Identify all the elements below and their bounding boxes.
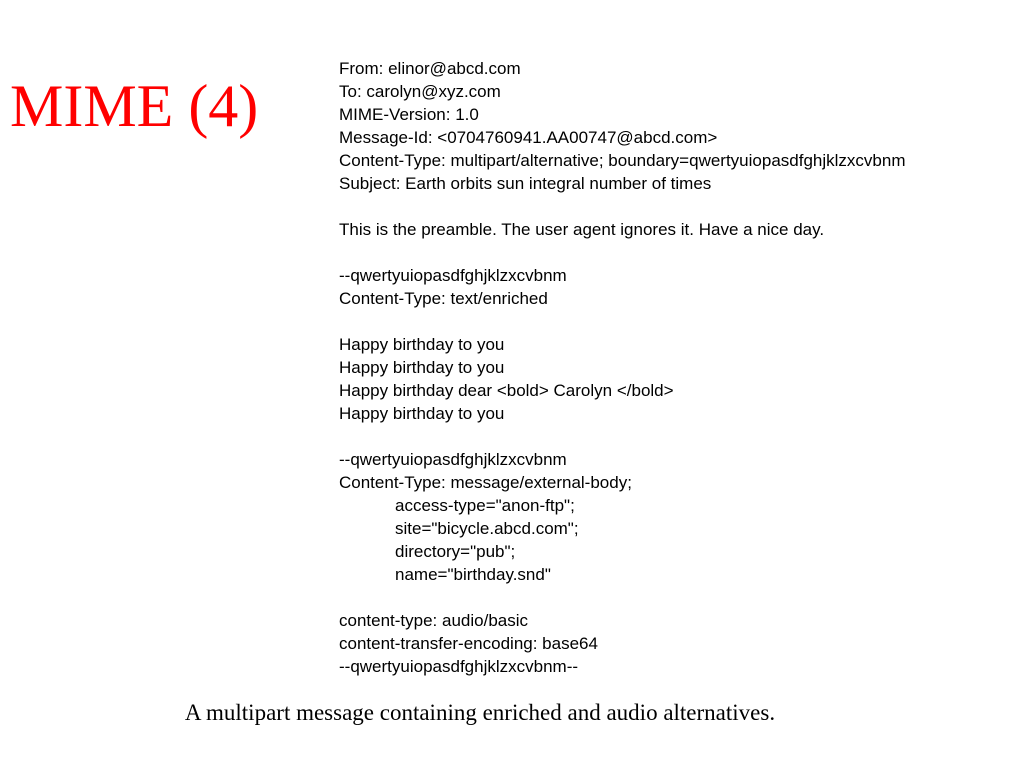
part1-content-type: Content-Type: text/enriched <box>339 289 548 308</box>
preamble-line: This is the preamble. The user agent ignores it. Have a nice day. <box>339 220 825 239</box>
blank-line <box>339 586 1019 609</box>
part2-param-name: name="birthday.snd" <box>395 565 551 584</box>
part2-param-directory: directory="pub"; <box>395 542 516 561</box>
blank-line <box>339 241 1019 264</box>
slide-caption: A multipart message containing enriched and audio alternatives. <box>184 700 776 725</box>
header-subject: Subject: Earth orbits sun integral number of times <box>339 174 712 193</box>
part2-inner-content-type: content-type: audio/basic <box>339 611 529 630</box>
part1-body-line: Happy birthday to you <box>339 358 505 377</box>
part2-param-access-type: access-type="anon-ftp"; <box>395 496 575 515</box>
header-to: To: carolyn@xyz.com <box>339 82 501 101</box>
part2-param-site: site="bicycle.abcd.com"; <box>395 519 579 538</box>
slide-title: MIME (4) <box>10 73 259 139</box>
blank-line <box>339 195 1019 218</box>
part1-boundary: --qwertyuiopasdfghjklzxcvbnm <box>339 266 567 285</box>
part2-boundary: --qwertyuiopasdfghjklzxcvbnm <box>339 450 567 469</box>
part2-inner-transfer-encoding: content-transfer-encoding: base64 <box>339 634 598 653</box>
blank-line <box>339 425 1019 448</box>
blank-line <box>339 310 1019 333</box>
part2-content-type: Content-Type: message/external-body; <box>339 473 632 492</box>
part1-body-line: Happy birthday to you <box>339 335 505 354</box>
closing-boundary: --qwertyuiopasdfghjklzxcvbnm-- <box>339 657 579 676</box>
header-from: From: elinor@abcd.com <box>339 59 521 78</box>
header-content-type: Content-Type: multipart/alternative; boundary=qwertyuiopasdfghjklzxcvbnm <box>339 151 906 170</box>
header-mime-version: MIME-Version: 1.0 <box>339 105 479 124</box>
part1-body-line: Happy birthday to you <box>339 404 505 423</box>
header-message-id: Message-Id: <0704760941.AA00747@abcd.com> <box>339 128 718 147</box>
part1-body-line: Happy birthday dear <bold> Carolyn </bold> <box>339 381 674 400</box>
mime-message-body <box>339 57 1019 678</box>
